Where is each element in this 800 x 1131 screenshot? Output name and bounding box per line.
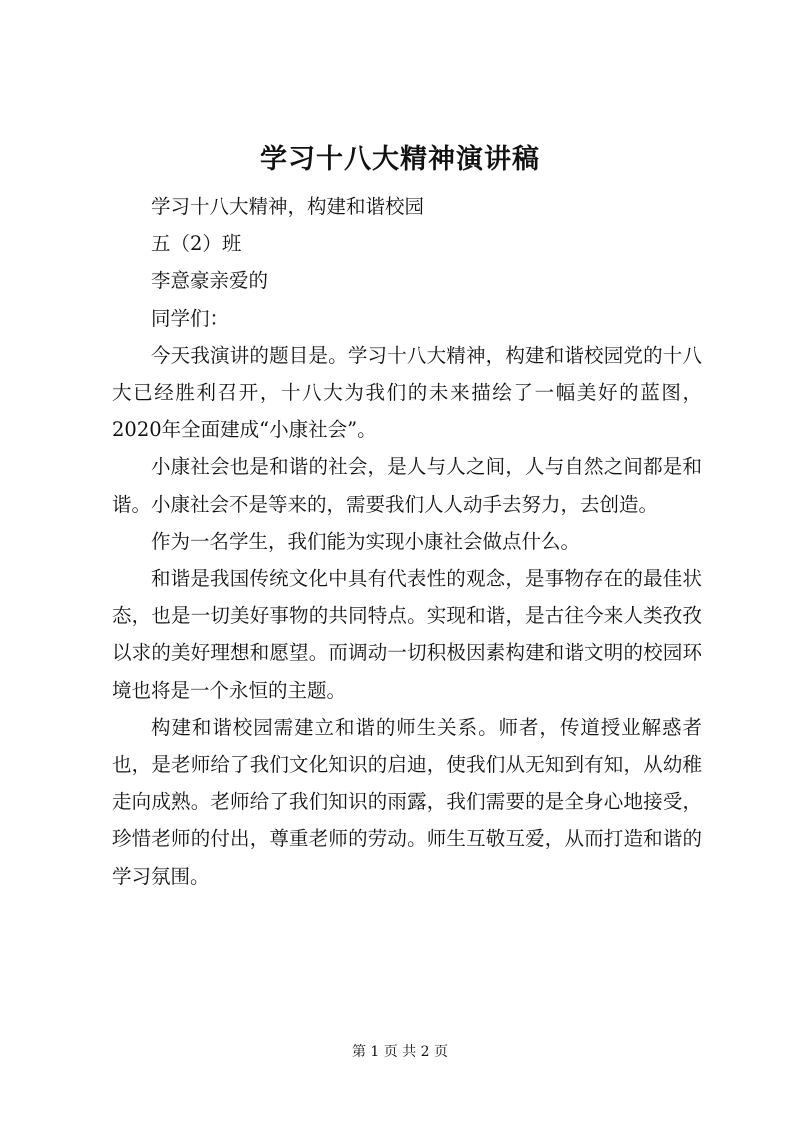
greeting-paragraph: 同学们： [151,306,230,330]
speaker-paragraph: 李意豪亲爱的 [151,269,269,293]
class-paragraph: 五（2）班 [151,232,242,256]
body-paragraph: 构建和谐校园需建立和谐的师生关系。师者，传道授业解惑者也，是老师给了我们文化知识的启迪，使我们从无知到有知，从幼稚走向成熟。老师给了我们知识的雨露，我们需要的是全身心地接受，珍惜老师的付出，尊重老师的劳动。师生互敬互爱，从而打造和谐的学习氛围。 [112,715,702,888]
body-paragraph: 小康社会也是和谐的社会，是人与人之间，人与自然之间都是和谐。小康社会不是等来的，需要我们人人动手去努力，去创造。 [112,455,702,516]
document-body [112,188,702,895]
body-paragraph: 和谐是我国传统文化中具有代表性的观念，是事物存在的最佳状态，也是一切美好事物的共同特点。实现和谐，是古往今来人类孜孜以求的美好理想和愿望。而调动一切积极因素构建和谐文明的校园环境也将是一个永恒的主题。 [112,567,702,702]
page-number-footer: 第 1 页 共 2 页 [351,1044,449,1060]
subtitle-paragraph: 学习十八大精神，构建和谐校园 [151,195,425,218]
body-paragraph: 今天我演讲的题目是。学习十八大精神，构建和谐校园党的十八大已经胜利召开，十八大为我们的未来描绘了一幅美好的蓝图，2020年全面建成“小康社会”。 [112,343,702,442]
body-paragraph: 作为一名学生，我们能为实现小康社会做点什么。 [151,529,581,553]
document-title: 学习十八大精神演讲稿 [260,144,540,175]
